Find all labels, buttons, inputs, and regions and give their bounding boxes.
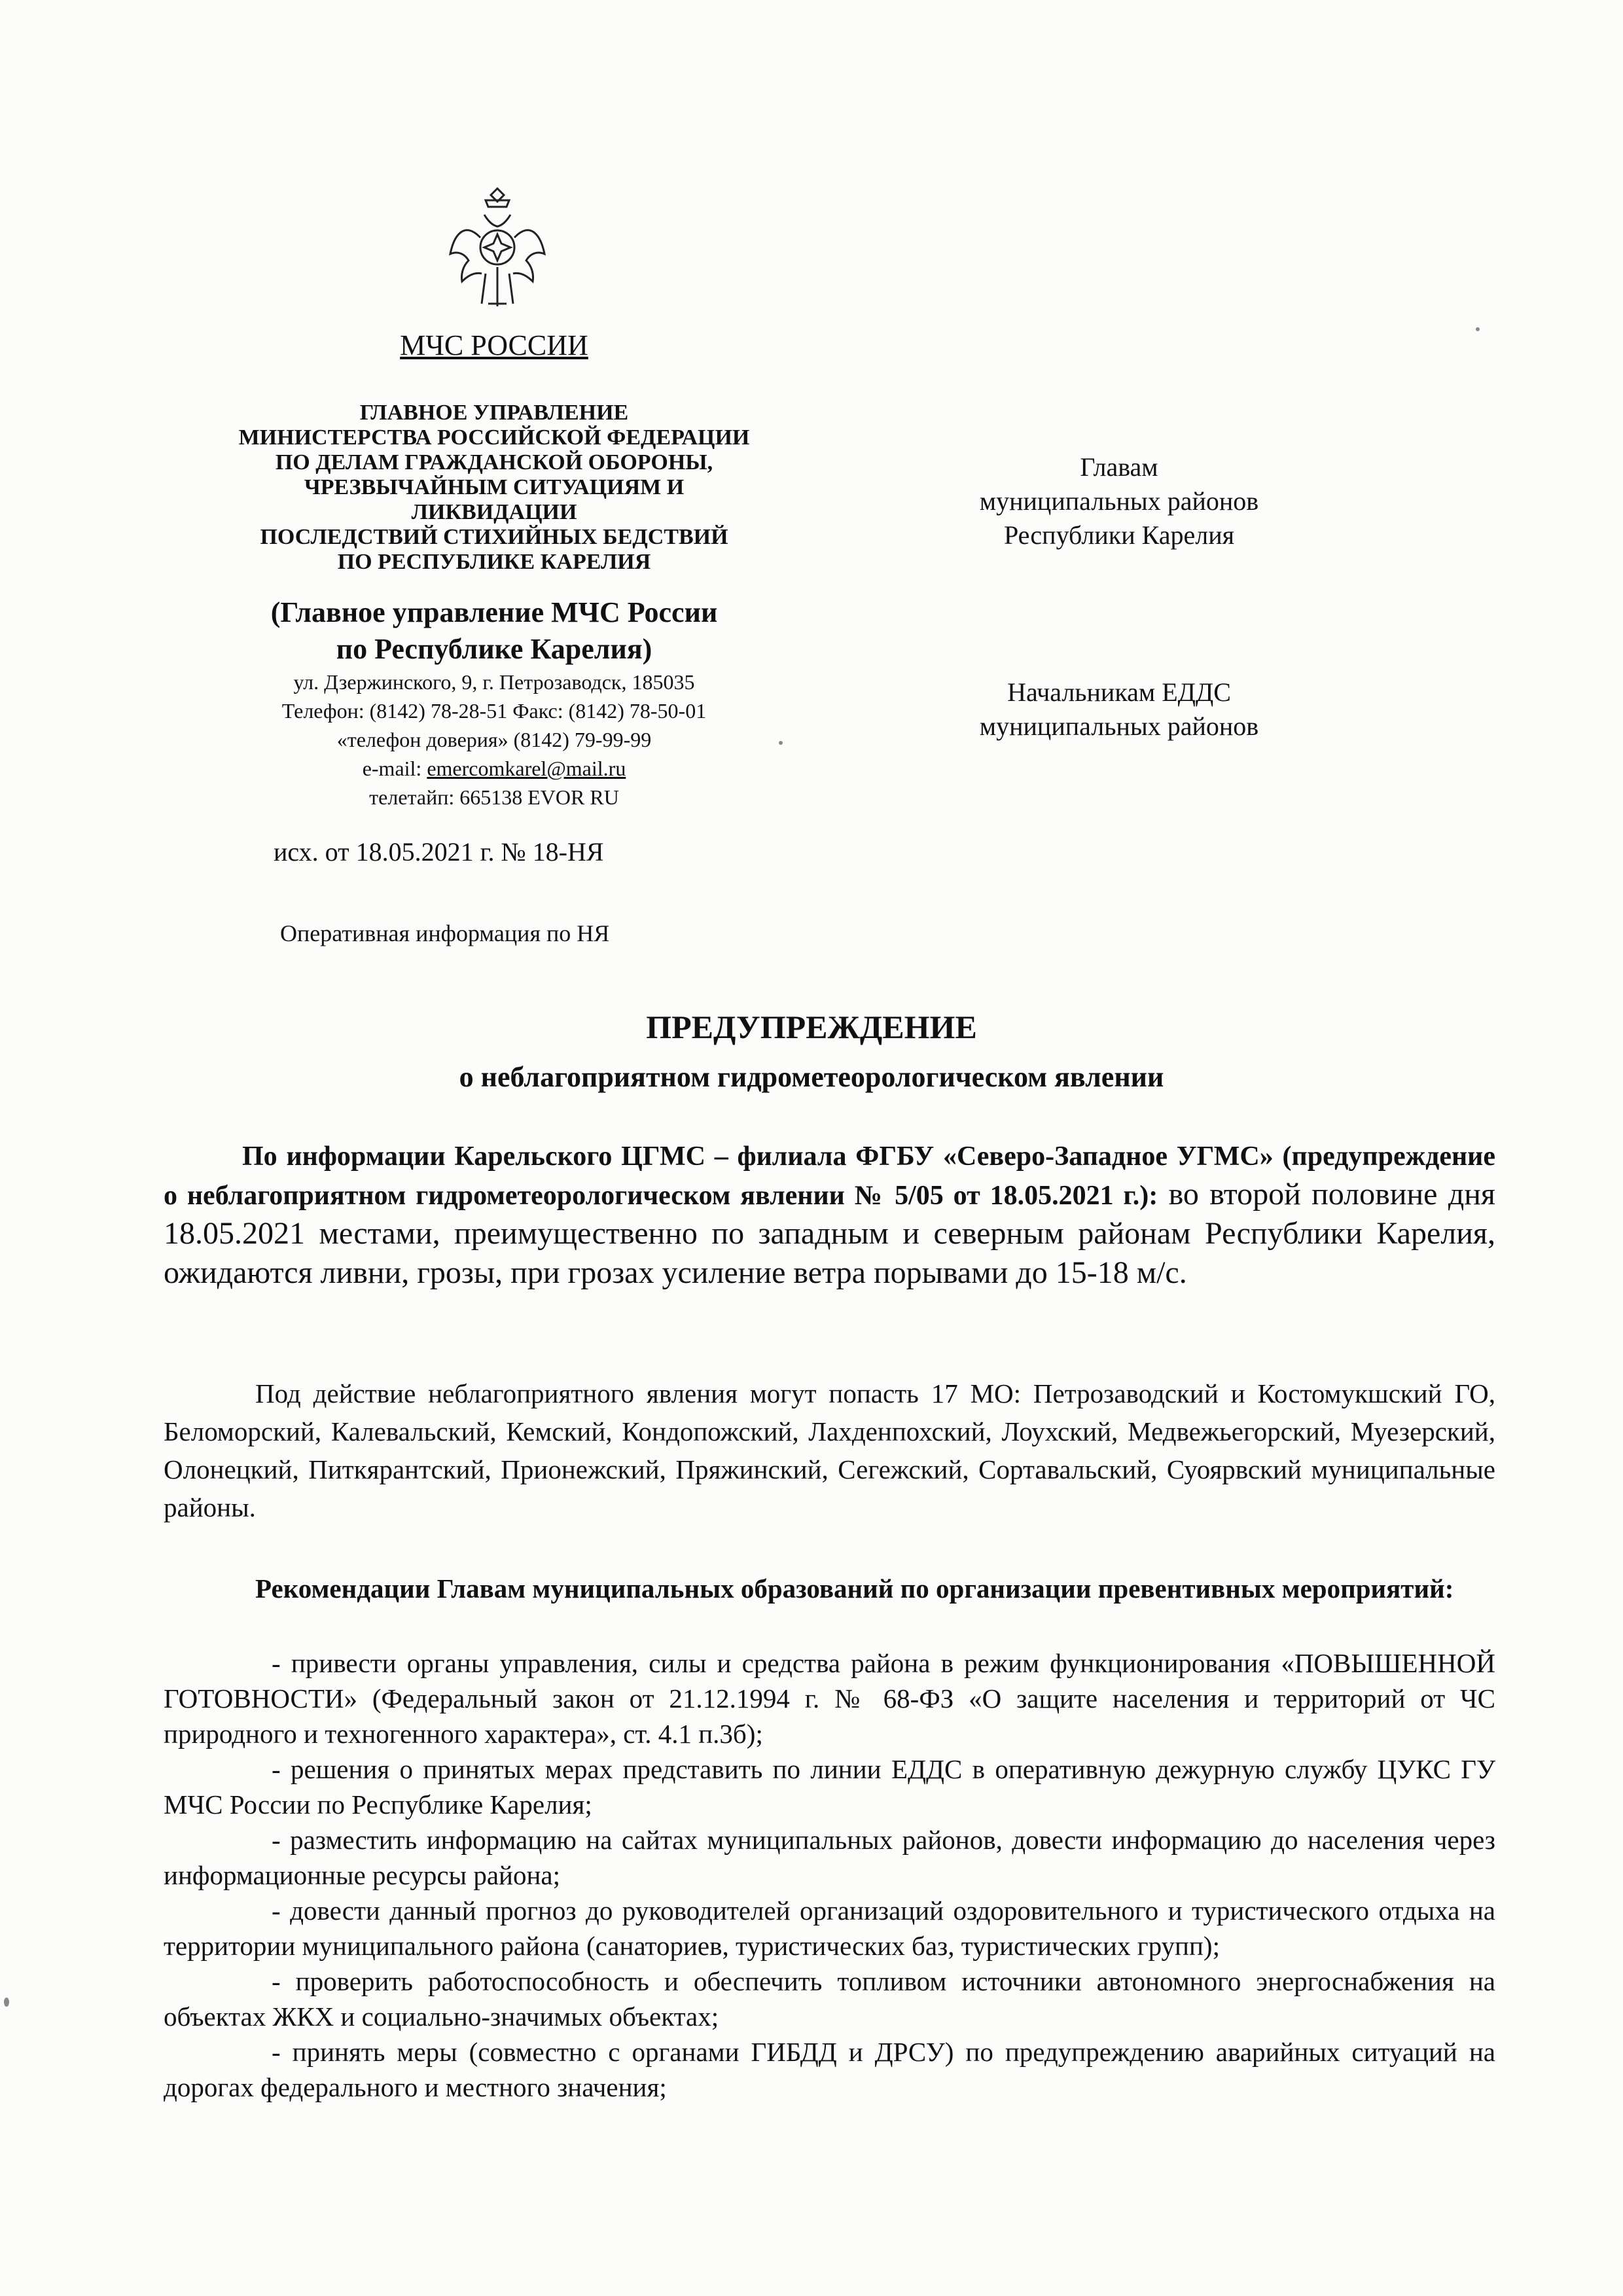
- contact-info: [164, 668, 825, 812]
- recipient-line: муниципальных районов: [979, 711, 1259, 741]
- organization-short-name: [164, 594, 825, 668]
- list-item: - разместить информацию на сайтах муниципальных районов, довести информацию до населения через информационные ресурсы района;: [164, 1825, 1495, 1890]
- org-line: ГЛАВНОЕ УПРАВЛЕНИЕ: [359, 401, 629, 425]
- org-line: ПО ДЕЛАМ ГРАЖДАНСКОЙ ОБОРОНЫ,: [275, 450, 713, 475]
- outgoing-reference: исх. от 18.05.2021 г. № 18-НЯ: [274, 837, 604, 867]
- address: ул. Дзержинского, 9, г. Петрозаводск, 185035: [293, 670, 695, 694]
- warning-text: во второй половине дня 18.05.2021 местами, преимущественно по западным и северным районам Республики Карелия, ожидаются ливни, грозы, при грозах усиление ветра порывами до 15-18 м/с.: [164, 1177, 1496, 1290]
- document-title: ПРЕДУПРЕЖДЕНИЕ: [646, 1009, 977, 1045]
- list-item: - довести данный прогноз до руководителей организаций оздоровительного и туристического отдыха на территории муниципального района (санаториев, туристических баз, туристических групп);: [164, 1895, 1495, 1961]
- recipient-block-heads: [903, 450, 1335, 552]
- org-short-line: (Главное управление МЧС России: [270, 596, 718, 628]
- scan-speck: [1476, 327, 1480, 331]
- recipient-line: Главам: [1080, 452, 1158, 482]
- org-line: ПО РЕСПУБЛИКЕ КАРЕЛИЯ: [337, 550, 651, 574]
- email-label: e-mail:: [362, 757, 427, 780]
- recipient-line: муниципальных районов: [979, 486, 1259, 516]
- list-item: - привести органы управления, силы и средства района в режим функционирования «ПОВЫШЕННОЙ ГОТОВНОСТИ» (Федеральный закон от 21.12.1994 г. № 68-ФЗ «О защите населения и территорий от ЧС природного и техногенного характера», ст. 4.1 п.3б);: [164, 1648, 1495, 1749]
- scan-speck: [4, 1998, 9, 2007]
- list-item: - принять меры (совместно с органами ГИБДД и ДРСУ) по предупреждению аварийных ситуаций на дорогах федерального и местного значения;: [164, 2037, 1495, 2102]
- phone-fax: Телефон: (8142) 78-28-51 Факс: (8142) 78-50-01: [281, 699, 707, 723]
- warning-paragraph: [164, 1138, 1495, 1293]
- org-line: ПОСЛЕДСТВИЙ СТИХИЙНЫХ БЕДСТВИЙ: [260, 525, 728, 549]
- ministry-short-name: МЧС РОССИИ: [400, 329, 588, 361]
- email-link[interactable]: emercomkarel@mail.ru: [427, 757, 626, 780]
- warning-source: По информации Карельского ЦГМС – филиала ФГБУ «Северо-Западное УГМС» (предупреждение о неблагоприятном гидрометеорологическом явлении № 5/05 от 18.05.2021 г.):: [164, 1141, 1495, 1211]
- document-subject: Оперативная информация по НЯ: [280, 920, 610, 946]
- recipient-block-edds: [903, 675, 1335, 744]
- municipalities-text: Под действие неблагоприятного явления могут попасть 17 МО: Петрозаводский и Костомукшский ГО, Беломорский, Калевальский, Кемский, Кондопожский, Лахденпохский, Лоухский, Медвежьегорский, Муезерский, Олонецкий, Питкярантский, Прионежский, Пряжинский, Сегежский, Сортавальский, Суоярвский муниципальные районы.: [164, 1378, 1495, 1522]
- org-line: МИНИСТЕРСТВА РОССИЙСКОЙ ФЕДЕРАЦИИ: [238, 425, 750, 450]
- email-row: [164, 754, 825, 783]
- org-line: ЧРЕЗВЫЧАЙНЫМ СИТУАЦИЯМ И: [304, 475, 685, 499]
- document-subtitle: о неблагоприятном гидрометеорологическом явлении: [459, 1061, 1164, 1093]
- municipalities-paragraph: [164, 1374, 1495, 1526]
- org-line: ЛИКВИДАЦИИ: [411, 500, 577, 524]
- recipient-line: Республики Карелия: [1003, 520, 1235, 550]
- recommendations-heading: [164, 1571, 1495, 1606]
- teletype: телетайп: 665138 EVOR RU: [369, 785, 619, 809]
- list-item: - решения о принятых мерах представить по линии ЕДДС в оперативную дежурную службу ЦУКС ГУ МЧС России по Республике Карелия;: [164, 1754, 1495, 1820]
- list-item: - проверить работоспособность и обеспечить топливом источники автономного энергоснабжения на объектах ЖКХ и социально-значимых объектах;: [164, 1966, 1495, 2032]
- organization-full-name: [164, 401, 825, 575]
- recipient-line: Начальникам ЕДДС: [1007, 677, 1231, 707]
- scan-speck: [779, 741, 783, 745]
- recommendations-heading-text: Рекомендации Главам муниципальных образований по организации превентивных мероприятий:: [255, 1573, 1454, 1604]
- hotline: «телефон доверия» (8142) 79-99-99: [336, 728, 652, 751]
- recommendations-list: [164, 1645, 1495, 2105]
- emercom-emblem-icon: [445, 175, 550, 313]
- org-short-line: по Республике Карелия): [336, 633, 652, 665]
